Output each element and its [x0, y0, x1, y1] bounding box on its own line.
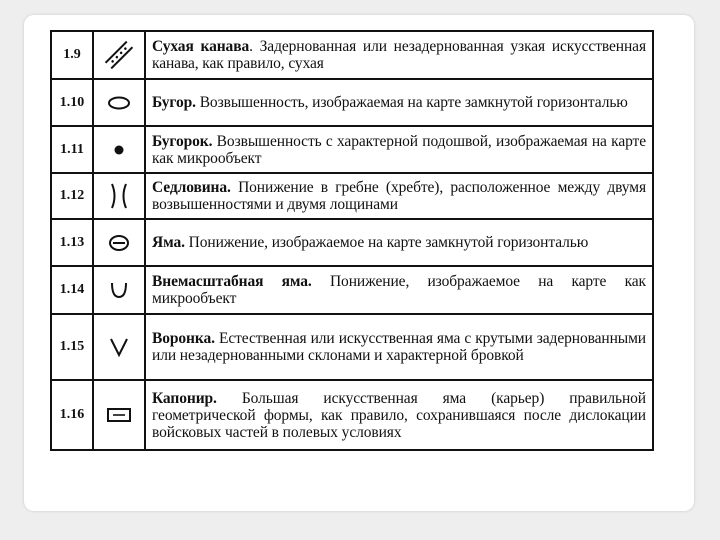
row-number: 1.16	[51, 380, 93, 450]
row-number: 1.15	[51, 314, 93, 380]
row-description	[145, 266, 653, 314]
row-description	[145, 219, 653, 266]
row-text: Естественная или искусственная яма с крутыми задернованными или незадернованными склонами и характерной бровкой	[152, 330, 646, 364]
row-text: Возвышенность, изображаемая на карте замкнутой горизонталью	[195, 94, 628, 111]
row-description	[145, 314, 653, 380]
hill-icon	[93, 79, 145, 126]
row-number: 1.13	[51, 219, 93, 266]
row-term: Сухая канава	[152, 38, 250, 55]
row-term: Внемасштабная яма.	[152, 273, 312, 290]
row-number: 1.10	[51, 79, 93, 126]
row-term: Капонир.	[152, 389, 217, 407]
row-number: 1.9	[51, 31, 93, 79]
row-text: Возвышенность с характерной подошвой, изображаемая на карте как микрообъект	[152, 132, 646, 167]
row-term: Бугор.	[152, 94, 196, 111]
table-row	[51, 126, 653, 173]
row-description	[145, 173, 653, 219]
row-text: Понижение, изображаемое на карте как микрообъект	[152, 273, 646, 307]
row-number: 1.14	[51, 266, 93, 314]
table-row	[51, 266, 653, 314]
row-number: 1.11	[51, 126, 93, 173]
row-term: Яма.	[152, 234, 185, 251]
relief-symbols-table	[50, 30, 654, 451]
row-description	[145, 380, 653, 450]
table-row	[51, 173, 653, 219]
row-number: 1.12	[51, 173, 93, 219]
row-term: Седловина.	[152, 179, 231, 196]
funnel-icon	[93, 314, 145, 380]
row-term: Воронка.	[152, 330, 215, 347]
row-description	[145, 31, 653, 79]
row-text: Большая искусственная яма (карьер) правильной геометрической формы, как правило, сохранившаяся после дислокации войсковых частей в полевых условиях	[152, 389, 646, 441]
row-term: Бугорок.	[152, 132, 213, 150]
row-description	[145, 126, 653, 173]
knoll-icon	[93, 126, 145, 173]
row-description	[145, 79, 653, 126]
dry-ditch-icon	[93, 31, 145, 79]
row-text: Понижение, изображаемое на карте замкнутой горизонталью	[184, 234, 589, 251]
table-row	[51, 219, 653, 266]
table-row	[51, 31, 653, 79]
saddle-icon	[93, 173, 145, 219]
table-row	[51, 314, 653, 380]
caponier-icon	[93, 380, 145, 450]
small-pit-icon	[93, 266, 145, 314]
pit-icon	[93, 219, 145, 266]
row-text: Понижение в гребне (хребте), расположенное между двумя возвышенностями и двумя лощинами	[152, 179, 646, 213]
table-row	[51, 380, 653, 450]
row-text: . Задернованная или незадернованная узкая искусственная канава, как правило, сухая	[152, 38, 646, 72]
table-row	[51, 79, 653, 126]
